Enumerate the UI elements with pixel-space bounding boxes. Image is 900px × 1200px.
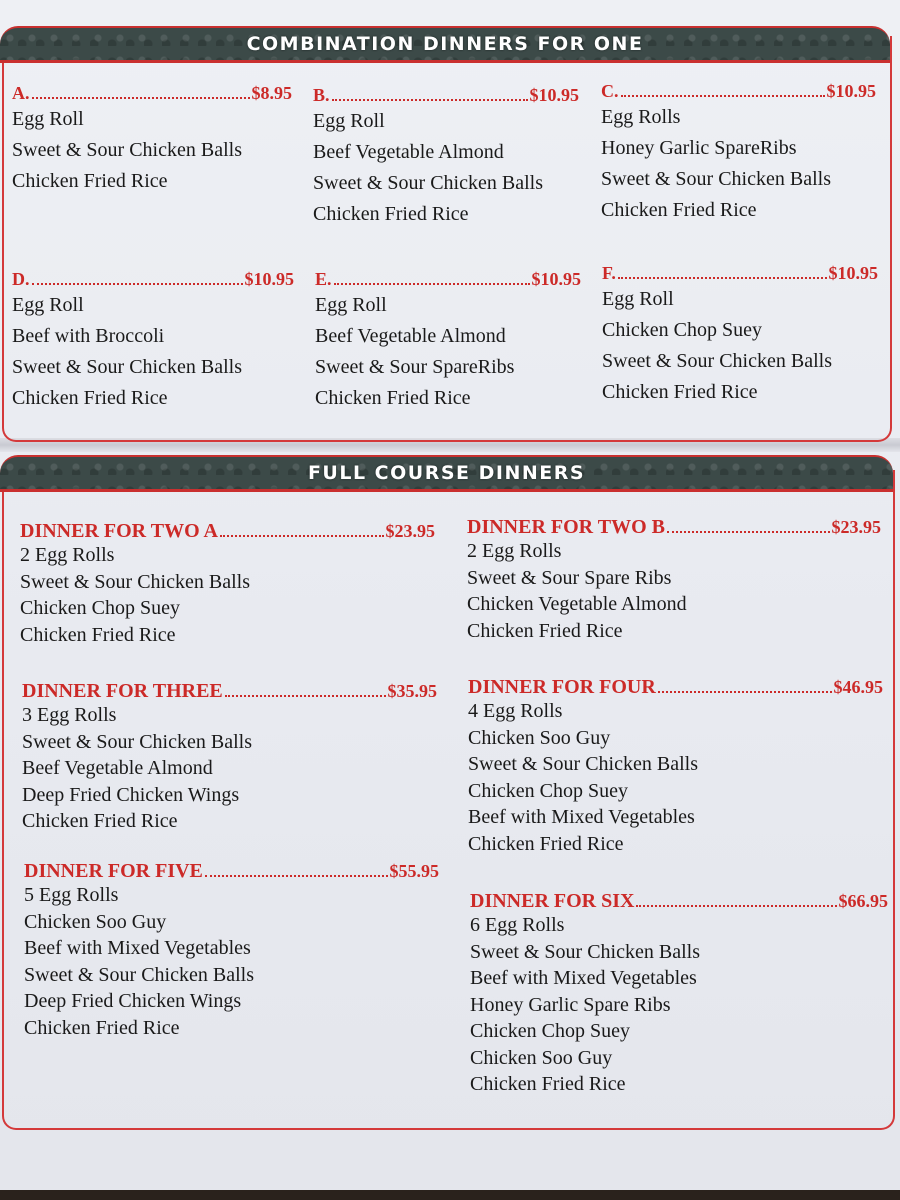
full-course-item-line: Sweet & Sour Spare Ribs: [467, 566, 672, 589]
full-course-item-line: 4 Egg Rolls: [468, 700, 563, 722]
full-course-item-label: DINNER FOR FIVE: [24, 860, 203, 882]
combination-item-label: A.: [12, 83, 30, 103]
full-course-item-line: Deep Fried Chicken Wings: [22, 783, 240, 806]
combination-item-label: C.: [601, 81, 619, 101]
combination-item-label: E.: [315, 269, 332, 289]
full-course-item: [24, 860, 439, 1041]
combination-item: [12, 82, 292, 197]
combination-item-line: Honey Garlic SpareRibs: [601, 137, 797, 159]
full-course-item-line: Chicken Fried Rice: [468, 832, 624, 855]
full-course-item-line: Chicken Fried Rice: [24, 1016, 180, 1039]
dot-leader: [32, 283, 243, 285]
combination-item: [602, 262, 878, 408]
full-course-item-heading: [467, 516, 881, 538]
dot-leader: [667, 531, 830, 533]
full-course-title: FULL COURSE DINNERS: [307, 462, 586, 484]
full-course-item-line: 5 Egg Rolls: [24, 884, 119, 906]
full-course-item-line: Honey Garlic Spare Ribs: [470, 993, 671, 1016]
combination-item-line: Sweet & Sour SpareRibs: [315, 356, 515, 378]
combination-item-line: Egg Roll: [12, 108, 84, 130]
full-course-item-line: Beef Vegetable Almond: [22, 757, 213, 779]
dot-leader: [32, 97, 250, 99]
dot-leader: [658, 691, 832, 693]
dot-leader: [618, 277, 827, 279]
full-course-item-line: Chicken Soo Guy: [468, 726, 611, 749]
full-course-item-line: Chicken Chop Suey: [20, 597, 180, 619]
full-course-item: [467, 516, 881, 644]
full-course-item-line: Sweet & Sour Chicken Balls: [470, 940, 700, 963]
combination-item-label: D.: [12, 269, 30, 289]
combination-item-heading: [601, 80, 876, 102]
full-course-item-label: DINNER FOR TWO A: [20, 520, 218, 542]
full-course-item-price: $55.95: [389, 861, 439, 881]
combination-item-price: $10.95: [828, 263, 878, 283]
full-course-item-heading: [24, 860, 439, 882]
dot-leader: [332, 99, 528, 101]
combination-item-price: $10.95: [531, 269, 581, 289]
combination-item-line: Egg Roll: [313, 110, 385, 132]
combination-item: [315, 268, 581, 414]
dot-leader: [334, 283, 530, 285]
combination-item-line: Egg Roll: [12, 294, 84, 316]
dot-leader: [205, 875, 388, 877]
combination-item-line: Beef Vegetable Almond: [315, 325, 506, 347]
full-course-item-line: Chicken Vegetable Almond: [467, 593, 687, 615]
full-course-item-line: Chicken Fried Rice: [470, 1073, 626, 1095]
full-course-item-line: Beef with Mixed Vegetables: [468, 806, 695, 828]
combination-item-line: Sweet & Sour Chicken Balls: [313, 172, 543, 194]
full-course-item-line: Deep Fried Chicken Wings: [24, 990, 242, 1012]
full-course-item-price: $23.95: [385, 521, 435, 541]
full-course-item: [22, 680, 437, 835]
combination-item-line: Egg Roll: [315, 294, 387, 316]
full-course-item-line: 3 Egg Rolls: [22, 704, 117, 726]
full-course-item-line: 2 Egg Rolls: [467, 540, 562, 562]
combination-item-price: $10.95: [244, 269, 294, 289]
combination-item-line: Beef with Broccoli: [12, 325, 165, 347]
full-course-item-line: Chicken Fried Rice: [20, 623, 176, 646]
combination-item-line: Chicken Fried Rice: [315, 387, 471, 409]
full-course-item: [470, 890, 888, 1098]
full-course-item-label: DINNER FOR THREE: [22, 680, 223, 702]
full-course-item-price: $35.95: [387, 681, 437, 701]
combination-item-price: $10.95: [826, 81, 876, 101]
combination-item-heading: [315, 268, 581, 290]
full-course-item-heading: [20, 520, 435, 542]
full-course-item-line: Sweet & Sour Chicken Balls: [24, 963, 254, 986]
full-course-item-heading: [22, 680, 437, 702]
combination-item-heading: [313, 84, 579, 106]
combination-item: [313, 84, 579, 230]
combination-item-line: Chicken Fried Rice: [12, 170, 168, 192]
full-course-item-label: DINNER FOR TWO B: [467, 516, 665, 538]
full-course-item-price: $66.95: [838, 891, 888, 911]
combination-item-line: Egg Rolls: [601, 106, 681, 128]
full-course-item-price: $46.95: [833, 677, 883, 697]
combination-item-line: Chicken Fried Rice: [601, 199, 757, 221]
combination-item-heading: [12, 82, 292, 104]
full-course-item: [20, 520, 435, 648]
combination-item-line: Beef Vegetable Almond: [313, 141, 504, 163]
combination-item: [12, 268, 294, 414]
full-course-item-line: Chicken Fried Rice: [467, 619, 623, 642]
combination-item-line: Chicken Fried Rice: [313, 203, 469, 225]
dot-leader: [621, 95, 825, 97]
dot-leader: [220, 535, 384, 537]
combination-item-heading: [12, 268, 294, 290]
full-course-item-line: Chicken Soo Guy: [24, 910, 167, 933]
full-course-item-line: Sweet & Sour Chicken Balls: [468, 753, 698, 775]
combination-item-line: Sweet & Sour Chicken Balls: [602, 350, 832, 372]
combination-item-line: Chicken Chop Suey: [602, 319, 762, 341]
combination-item-heading: [602, 262, 878, 284]
combination-banner: [0, 26, 890, 63]
combination-item-line: Sweet & Sour Chicken Balls: [601, 168, 831, 190]
dot-leader: [636, 905, 836, 907]
full-course-item-label: DINNER FOR SIX: [470, 890, 635, 912]
combination-item-price: $8.95: [251, 83, 292, 103]
full-course-item-line: Beef with Mixed Vegetables: [24, 937, 251, 959]
full-course-item-line: Chicken Soo Guy: [470, 1046, 613, 1069]
combination-item-line: Sweet & Sour Chicken Balls: [12, 139, 242, 161]
full-course-item-label: DINNER FOR FOUR: [468, 676, 656, 698]
full-course-item-price: $23.95: [831, 517, 881, 537]
combination-item-line: Sweet & Sour Chicken Balls: [12, 356, 242, 378]
combination-title: COMBINATION DINNERS FOR ONE: [246, 33, 644, 55]
full-course-item-line: Chicken Fried Rice: [22, 810, 178, 832]
combination-item-label: F.: [602, 263, 616, 283]
full-course-item: [468, 676, 883, 857]
full-course-item-heading: [470, 890, 888, 912]
full-course-item-line: Chicken Chop Suey: [468, 779, 628, 802]
full-course-item-line: 6 Egg Rolls: [470, 914, 565, 936]
combination-item-line: Egg Roll: [602, 288, 674, 310]
full-course-banner: [0, 455, 893, 492]
full-course-item-line: Sweet & Sour Chicken Balls: [22, 730, 252, 753]
combination-item: [601, 80, 876, 226]
combination-item-line: Chicken Fried Rice: [602, 381, 758, 403]
full-course-item-line: Beef with Mixed Vegetables: [470, 967, 697, 989]
combination-item-label: B.: [313, 85, 330, 105]
full-course-item-line: 2 Egg Rolls: [20, 544, 115, 566]
full-course-item-line: Sweet & Sour Chicken Balls: [20, 570, 250, 593]
full-course-item-heading: [468, 676, 883, 698]
combination-item-line: Chicken Fried Rice: [12, 387, 168, 409]
combination-item-price: $10.95: [529, 85, 579, 105]
dot-leader: [225, 695, 386, 697]
full-course-item-line: Chicken Chop Suey: [470, 1020, 630, 1042]
